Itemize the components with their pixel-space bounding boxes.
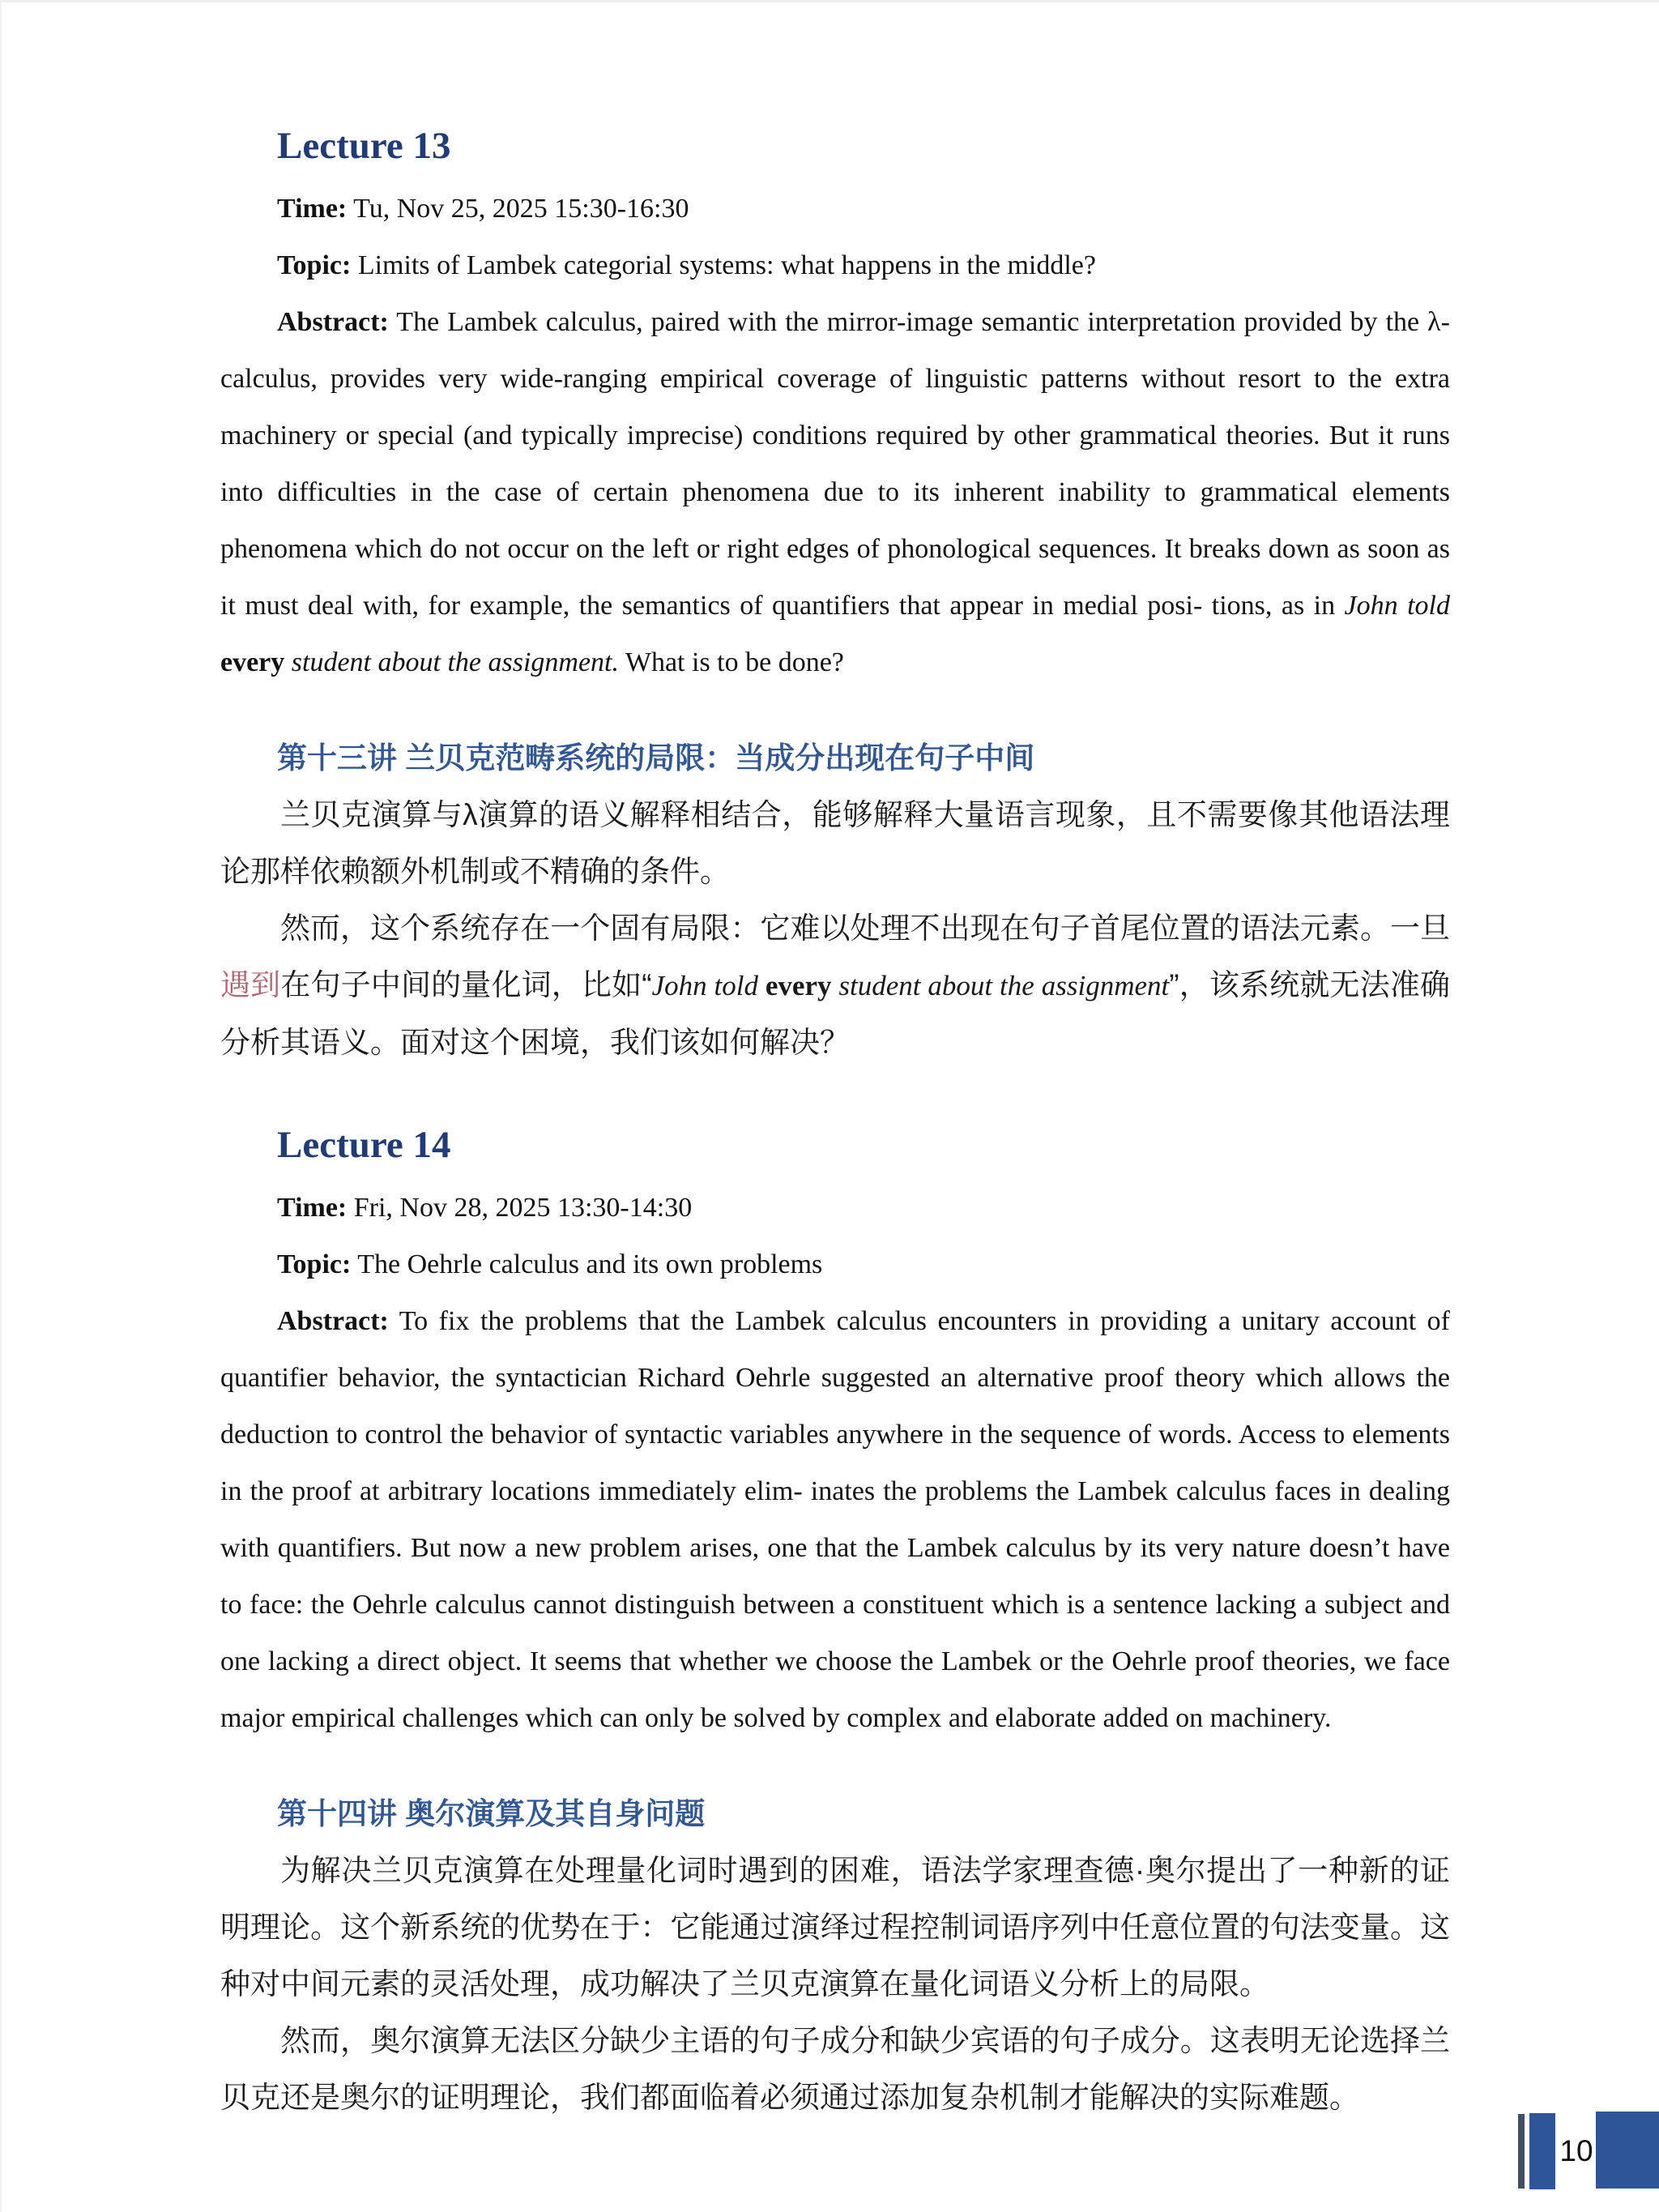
lecture14-chinese-section — [220, 1794, 1450, 2126]
english-quote-cont: student about the assignment — [831, 970, 1170, 1001]
time-value: Fri, Nov 28, 2025 13:30-14:30 — [347, 1193, 693, 1223]
cn-text-end: ”，该系统就无法准确分析其语义。面对这个困境，我们该如何解决？ — [220, 968, 1451, 1059]
page-number: 10 — [1559, 2134, 1593, 2167]
abstract-text: The Lambek calculus, paired with the mirror-image semantic interpretation provided by the λ-calculus, provides very wide-ranging empirical coverage of linguistic patterns without resort to the extra machinery or special (and typically imprecise) conditions required by other grammatical theories. But it runs into difficulties in the case of certain phenomena due to its inherent inability to grammatical elements phenomena which do not occur on the left or right edges of phonological sequences. It breaks down as soon as it must deal with, for example, the semantics of quantifiers that appear in medial posi- tions, as in — [220, 307, 1450, 621]
example-emphasis: every — [220, 647, 285, 677]
lecture14-title: Lecture 14 — [277, 1124, 451, 1166]
lecture13-section — [220, 122, 1450, 691]
cn-text: 然而，这个系统存在一个固有局限：它难以处理不出现在句子首尾位置的语法元素。一旦 — [280, 912, 1450, 945]
abstract-text: To fix the problems that the Lambek calculus encounters in providing a unitary account of quantifier behavior, the syntactician Richard Oehrle suggested an alternative proof theory which allows the deduction to control the behavior of syntactic variables anywhere in the sequence of words. Access to elements in the proof at arbitrary locations immediately elim- inates the problems the Lambek calculus faces in dealing with quantifiers. But now a new problem arises, one that the Lambek calculus by its very nature doesn’t have to face: the Oehrle calculus cannot distinguish between a constituent which is a sentence lacking a subject and one lacking a direct object. It seems that whether we choose the Lambek or the Oehrle proof theories, we face major empirical challenges which can only be solved by complex and elaborate added on machinery. — [220, 1306, 1450, 1733]
cn-paragraph-1: 兰贝克演算与λ演算的语义解释相结合，能够解释大量语言现象，且不需要像其他语法理论那样依赖额外机制或不精确的条件。 — [220, 798, 1450, 888]
abstract-label: Abstract: — [277, 307, 389, 337]
english-quote: John told — [651, 970, 766, 1001]
time-label: Time: — [277, 1193, 348, 1223]
lecture13-title: Lecture 13 — [277, 125, 451, 167]
example-sentence: John told — [1344, 591, 1450, 621]
cn-paragraph-2 — [220, 900, 1450, 1071]
lecture14-section — [220, 1121, 1450, 1747]
lecture13-abstract — [220, 294, 1450, 691]
time-value: Tu, Nov 25, 2025 15:30-16:30 — [347, 194, 689, 224]
abstract-text-end: What is to be done? — [618, 647, 844, 677]
cn-text-mid: 在句子中间的量化词，比如“ — [280, 968, 652, 1001]
lecture14-time-line — [220, 1180, 1450, 1236]
lecture14-topic-line — [220, 1236, 1450, 1293]
topic-label: Topic: — [277, 1249, 352, 1279]
cn-heading-14: 第十四讲 奥尔演算及其自身问题 — [277, 1797, 706, 1830]
cn-paragraph-1: 为解决兰贝克演算在处理量化词时遇到的困难，语法学家理查德·奥尔提出了一种新的证明理论。这个新系统的优势在于：它能通过演绎过程控制词语序列中任意位置的句法变量。这种对中间元素的灵活处理，成功解决了兰贝克演算在量化词语义分析上的局限。 — [220, 1854, 1450, 2001]
highlighted-term: 遇到 — [220, 968, 281, 1001]
lecture13-chinese-section — [220, 738, 1450, 1071]
lecture13-topic-line — [220, 237, 1450, 294]
topic-value: The Oehrle calculus and its own problems — [351, 1249, 823, 1279]
english-quote-emphasis: every — [765, 970, 832, 1001]
cn-paragraph-2: 然而，奥尔演算无法区分缺少主语的句子成分和缺少宾语的句子成分。这表明无论选择兰贝克还是奥尔的证明理论，我们都面临着必须通过添加复杂机制才能解决的实际难题。 — [220, 2024, 1450, 2114]
example-sentence-cont: student about the assignment. — [284, 647, 619, 677]
topic-value: Limits of Lambek categorial systems: what happens in the middle? — [351, 250, 1096, 280]
page-content — [2, 2, 1659, 2126]
cn-heading-13: 第十三讲 兰贝克范畴系统的局限：当成分出现在句子中间 — [277, 741, 1035, 775]
time-label: Time: — [277, 194, 348, 224]
abstract-label: Abstract: — [277, 1306, 389, 1336]
topic-label: Topic: — [277, 250, 352, 280]
lecture14-abstract — [220, 1293, 1450, 1747]
lecture13-time-line — [220, 181, 1450, 237]
